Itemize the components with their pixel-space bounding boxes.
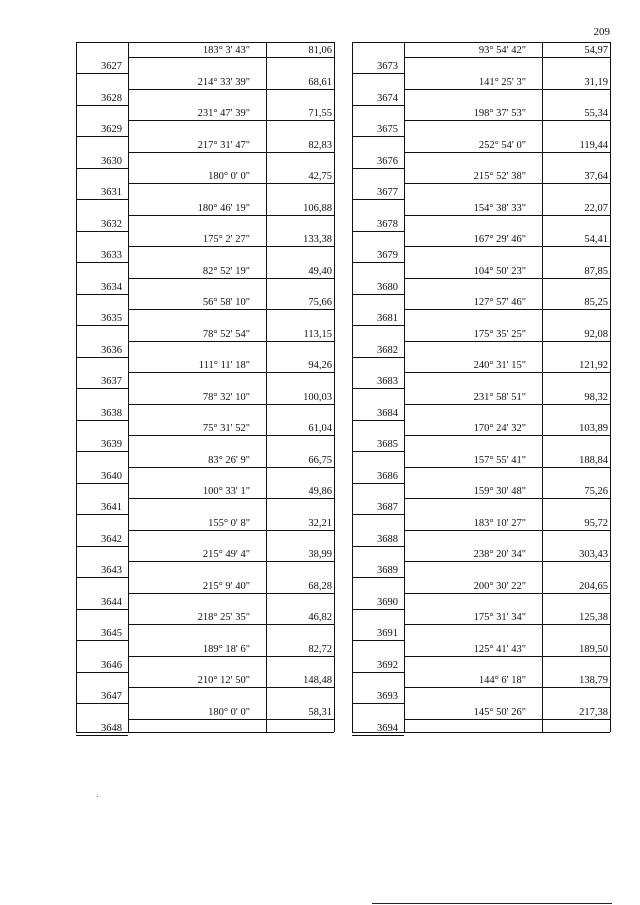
station-cell: 3678 — [377, 218, 398, 230]
angle-cell: 214° 33' 39" — [197, 76, 250, 88]
angle-cell: 180° 0' 0" — [208, 706, 250, 718]
survey-table-left — [76, 42, 334, 732]
angle-cell: 210° 12' 50" — [197, 675, 250, 686]
column-rule — [610, 42, 611, 732]
angle-cell: 175° 35' 25" — [473, 328, 526, 340]
distance-cell: 42,75 — [308, 171, 332, 182]
angle-cell: 217° 31' 47" — [197, 139, 250, 151]
angle-cell: 127° 57' 46" — [473, 297, 526, 308]
distance-cell: 32,21 — [308, 517, 332, 529]
station-rule — [76, 483, 128, 484]
distance-cell: 68,61 — [308, 76, 332, 88]
angle-cell: 240° 31' 15" — [473, 360, 526, 371]
station-rule — [352, 231, 404, 232]
angle-cell: 93° 54' 42" — [478, 45, 526, 56]
station-cell: 3683 — [377, 376, 398, 387]
angle-cell: 83° 26' 9" — [208, 454, 250, 466]
distance-cell: 133,38 — [303, 234, 332, 245]
angle-cell: 198° 37' 53" — [473, 108, 526, 119]
distance-cell: 85,25 — [584, 297, 608, 308]
row-rule — [404, 467, 610, 468]
distance-cell: 75,26 — [584, 486, 608, 497]
station-rule — [352, 105, 404, 106]
station-cell: 3682 — [377, 344, 398, 356]
station-rule — [76, 388, 128, 389]
row-rule — [404, 593, 610, 594]
table-rows — [76, 42, 334, 732]
angle-cell: 238° 20' 34" — [473, 549, 526, 560]
station-cell: 3633 — [101, 250, 122, 261]
distance-cell: 119,44 — [579, 139, 608, 151]
station-rule — [76, 168, 128, 169]
station-cell: 3634 — [101, 281, 122, 293]
station-rule — [352, 609, 404, 610]
station-cell: 3674 — [377, 92, 398, 104]
station-rule — [76, 703, 128, 704]
station-rule — [76, 294, 128, 295]
column-rule — [76, 42, 77, 732]
station-rule — [76, 357, 128, 358]
distance-cell: 82,72 — [308, 643, 332, 655]
distance-cell: 49,40 — [308, 265, 332, 277]
station-cell: 3673 — [377, 61, 398, 72]
distance-cell: 113,15 — [303, 328, 332, 340]
station-cell: 3684 — [377, 407, 398, 419]
station-rule — [352, 672, 404, 673]
angle-cell: 183° 3' 43" — [202, 45, 250, 56]
distance-cell: 54,97 — [584, 45, 608, 56]
station-cell: 3648 — [101, 722, 122, 734]
station-rule — [352, 73, 404, 74]
angle-cell: 167° 29' 46" — [473, 234, 526, 245]
angle-cell: 200° 30' 22" — [473, 580, 526, 592]
angle-cell: 215° 52' 38" — [473, 171, 526, 182]
footer-rule — [372, 903, 612, 904]
station-cell: 3631 — [101, 187, 122, 198]
row-rule — [404, 246, 610, 247]
table-rows — [352, 42, 610, 732]
column-rule — [404, 42, 405, 732]
station-cell: 3629 — [101, 124, 122, 135]
station-rule — [352, 388, 404, 389]
station-cell: 3630 — [101, 155, 122, 167]
station-rule — [352, 168, 404, 169]
distance-cell: 125,38 — [579, 612, 608, 623]
angle-cell: 180° 46' 19" — [197, 202, 250, 214]
row-rule — [128, 593, 334, 594]
distance-cell: 46,82 — [308, 612, 332, 623]
distance-cell: 66,75 — [308, 454, 332, 466]
station-rule — [352, 703, 404, 704]
row-rule — [128, 656, 334, 657]
row-rule — [404, 278, 610, 279]
station-rule — [352, 577, 404, 578]
station-rule — [352, 357, 404, 358]
station-rule — [352, 546, 404, 547]
station-rule — [76, 136, 128, 137]
angle-cell: 215° 9' 40" — [202, 580, 250, 592]
distance-cell: 68,28 — [308, 580, 332, 592]
distance-cell: 189,50 — [579, 643, 608, 655]
station-cell: 3692 — [377, 659, 398, 671]
distance-cell: 31,19 — [584, 76, 608, 88]
station-rule — [76, 546, 128, 547]
distance-cell: 103,89 — [579, 423, 608, 434]
station-rule — [352, 199, 404, 200]
row-rule — [404, 498, 610, 499]
angle-cell: 154° 38' 33" — [473, 202, 526, 214]
angle-cell: 104° 50' 23" — [473, 265, 526, 277]
station-rule — [76, 105, 128, 106]
distance-cell: 49,86 — [308, 486, 332, 497]
station-cell: 3679 — [377, 250, 398, 261]
row-rule — [404, 309, 610, 310]
row-rule — [128, 687, 334, 688]
row-rule — [404, 341, 610, 342]
station-rule — [352, 451, 404, 452]
row-rule — [404, 215, 610, 216]
distance-cell: 188,84 — [579, 454, 608, 466]
station-cell: 3690 — [377, 596, 398, 608]
row-rule — [404, 656, 610, 657]
row-rule — [128, 530, 334, 531]
station-cell: 3677 — [377, 187, 398, 198]
station-cell: 3689 — [377, 565, 398, 576]
column-rule — [334, 42, 335, 732]
station-rule — [76, 609, 128, 610]
table-border — [352, 42, 610, 43]
station-cell: 3688 — [377, 533, 398, 545]
row-rule — [128, 624, 334, 625]
distance-cell: 217,38 — [579, 706, 608, 718]
distance-cell: 303,43 — [579, 549, 608, 560]
row-rule — [128, 467, 334, 468]
row-rule — [128, 719, 334, 720]
distance-cell: 121,92 — [579, 360, 608, 371]
row-rule — [128, 120, 334, 121]
station-rule — [352, 420, 404, 421]
angle-cell: 252° 54' 0" — [478, 139, 526, 151]
distance-cell: 92,08 — [584, 328, 608, 340]
station-cell: 3645 — [101, 628, 122, 639]
angle-cell: 56° 58' 10" — [202, 297, 250, 308]
station-cell: 3687 — [377, 502, 398, 513]
row-rule — [128, 89, 334, 90]
station-rule — [352, 735, 404, 736]
station-cell: 3635 — [101, 313, 122, 324]
station-rule — [76, 199, 128, 200]
angle-cell: 231° 58' 51" — [473, 391, 526, 403]
angle-cell: 157° 55' 41" — [473, 454, 526, 466]
page-number: 209 — [593, 26, 610, 38]
station-cell: 3636 — [101, 344, 122, 356]
distance-cell: 100,03 — [303, 391, 332, 403]
station-rule — [76, 672, 128, 673]
station-cell: 3643 — [101, 565, 122, 576]
station-cell: 3685 — [377, 439, 398, 450]
station-cell: 3681 — [377, 313, 398, 324]
station-cell: 3640 — [101, 470, 122, 482]
row-rule — [128, 404, 334, 405]
station-cell: 3641 — [101, 502, 122, 513]
row-rule — [404, 687, 610, 688]
station-cell: 3637 — [101, 376, 122, 387]
station-cell: 3691 — [377, 628, 398, 639]
angle-cell: 180° 0' 0" — [208, 171, 250, 182]
distance-cell: 71,55 — [308, 108, 332, 119]
station-cell: 3694 — [377, 722, 398, 734]
row-rule — [128, 57, 334, 58]
row-rule — [128, 561, 334, 562]
station-rule — [352, 325, 404, 326]
angle-cell: 231° 47' 39" — [197, 108, 250, 119]
station-rule — [352, 136, 404, 137]
column-rule — [128, 42, 129, 732]
station-rule — [76, 420, 128, 421]
station-rule — [76, 325, 128, 326]
angle-cell: 144° 6' 18" — [478, 675, 526, 686]
station-rule — [76, 577, 128, 578]
row-rule — [128, 341, 334, 342]
station-cell: 3627 — [101, 61, 122, 72]
row-rule — [128, 215, 334, 216]
station-cell: 3642 — [101, 533, 122, 545]
row-rule — [404, 530, 610, 531]
angle-cell: 125° 41' 43" — [473, 643, 526, 655]
station-rule — [352, 262, 404, 263]
distance-cell: 204,65 — [579, 580, 608, 592]
row-rule — [128, 183, 334, 184]
station-cell: 3632 — [101, 218, 122, 230]
station-rule — [76, 735, 128, 736]
distance-cell: 61,04 — [308, 423, 332, 434]
angle-cell: 155° 0' 8" — [208, 517, 250, 529]
row-rule — [404, 561, 610, 562]
row-rule — [128, 498, 334, 499]
angle-cell: 175° 31' 34" — [473, 612, 526, 623]
station-rule — [352, 294, 404, 295]
station-cell: 3644 — [101, 596, 122, 608]
angle-cell: 218° 25' 35" — [197, 612, 250, 623]
row-rule — [404, 120, 610, 121]
station-cell: 3675 — [377, 124, 398, 135]
angle-cell: 145° 50' 26" — [473, 706, 526, 718]
distance-cell: 55,34 — [584, 108, 608, 119]
angle-cell: 170° 24' 32" — [473, 423, 526, 434]
distance-cell: 22,07 — [584, 202, 608, 214]
distance-cell: 82,83 — [308, 139, 332, 151]
station-rule — [76, 451, 128, 452]
distance-cell: 75,66 — [308, 297, 332, 308]
station-cell: 3638 — [101, 407, 122, 419]
angle-cell: 215° 49' 4" — [202, 549, 250, 560]
station-cell: 3628 — [101, 92, 122, 104]
distance-cell: 138,79 — [579, 675, 608, 686]
angle-cell: 175° 2' 27" — [202, 234, 250, 245]
distance-cell: 58,31 — [308, 706, 332, 718]
distance-cell: 95,72 — [584, 517, 608, 529]
distance-cell: 37,64 — [584, 171, 608, 182]
row-rule — [404, 183, 610, 184]
row-rule — [404, 719, 610, 720]
station-cell: 3680 — [377, 281, 398, 293]
row-rule — [404, 372, 610, 373]
row-rule — [404, 404, 610, 405]
angle-cell: 111° 11' 18" — [198, 360, 250, 371]
station-rule — [352, 514, 404, 515]
distance-cell: 98,32 — [584, 391, 608, 403]
angle-cell: 141° 25' 3" — [478, 76, 526, 88]
angle-cell: 100° 33' 1" — [202, 486, 250, 497]
angle-cell: 82° 52' 19" — [202, 265, 250, 277]
station-rule — [352, 483, 404, 484]
station-rule — [352, 640, 404, 641]
angle-cell: 189° 18' 6" — [202, 643, 250, 655]
station-rule — [76, 514, 128, 515]
station-cell: 3676 — [377, 155, 398, 167]
row-rule — [128, 152, 334, 153]
scan-speck — [97, 796, 98, 797]
survey-table-right — [352, 42, 610, 732]
row-rule — [128, 246, 334, 247]
station-cell: 3639 — [101, 439, 122, 450]
station-cell: 3686 — [377, 470, 398, 482]
distance-cell: 38,99 — [308, 549, 332, 560]
station-cell: 3646 — [101, 659, 122, 671]
row-rule — [128, 309, 334, 310]
station-rule — [76, 231, 128, 232]
station-rule — [76, 262, 128, 263]
angle-cell: 183° 10' 27" — [473, 517, 526, 529]
angle-cell: 159° 30' 48" — [473, 486, 526, 497]
station-cell: 3693 — [377, 691, 398, 702]
distance-cell: 81,06 — [308, 45, 332, 56]
row-rule — [128, 278, 334, 279]
distance-cell: 148,48 — [303, 675, 332, 686]
row-rule — [404, 89, 610, 90]
row-rule — [404, 57, 610, 58]
row-rule — [128, 372, 334, 373]
distance-cell: 87,85 — [584, 265, 608, 277]
station-rule — [76, 73, 128, 74]
row-rule — [404, 624, 610, 625]
table-border — [76, 42, 334, 43]
distance-cell: 94,26 — [308, 360, 332, 371]
station-cell: 3647 — [101, 691, 122, 702]
row-rule — [128, 435, 334, 436]
station-rule — [76, 640, 128, 641]
angle-cell: 75° 31' 52" — [202, 423, 250, 434]
distance-cell: 106,88 — [303, 202, 332, 214]
angle-cell: 78° 32' 10" — [202, 391, 250, 403]
row-rule — [404, 152, 610, 153]
distance-cell: 54,41 — [584, 234, 608, 245]
row-rule — [404, 435, 610, 436]
angle-cell: 78° 52' 54" — [202, 328, 250, 340]
column-rule — [352, 42, 353, 732]
